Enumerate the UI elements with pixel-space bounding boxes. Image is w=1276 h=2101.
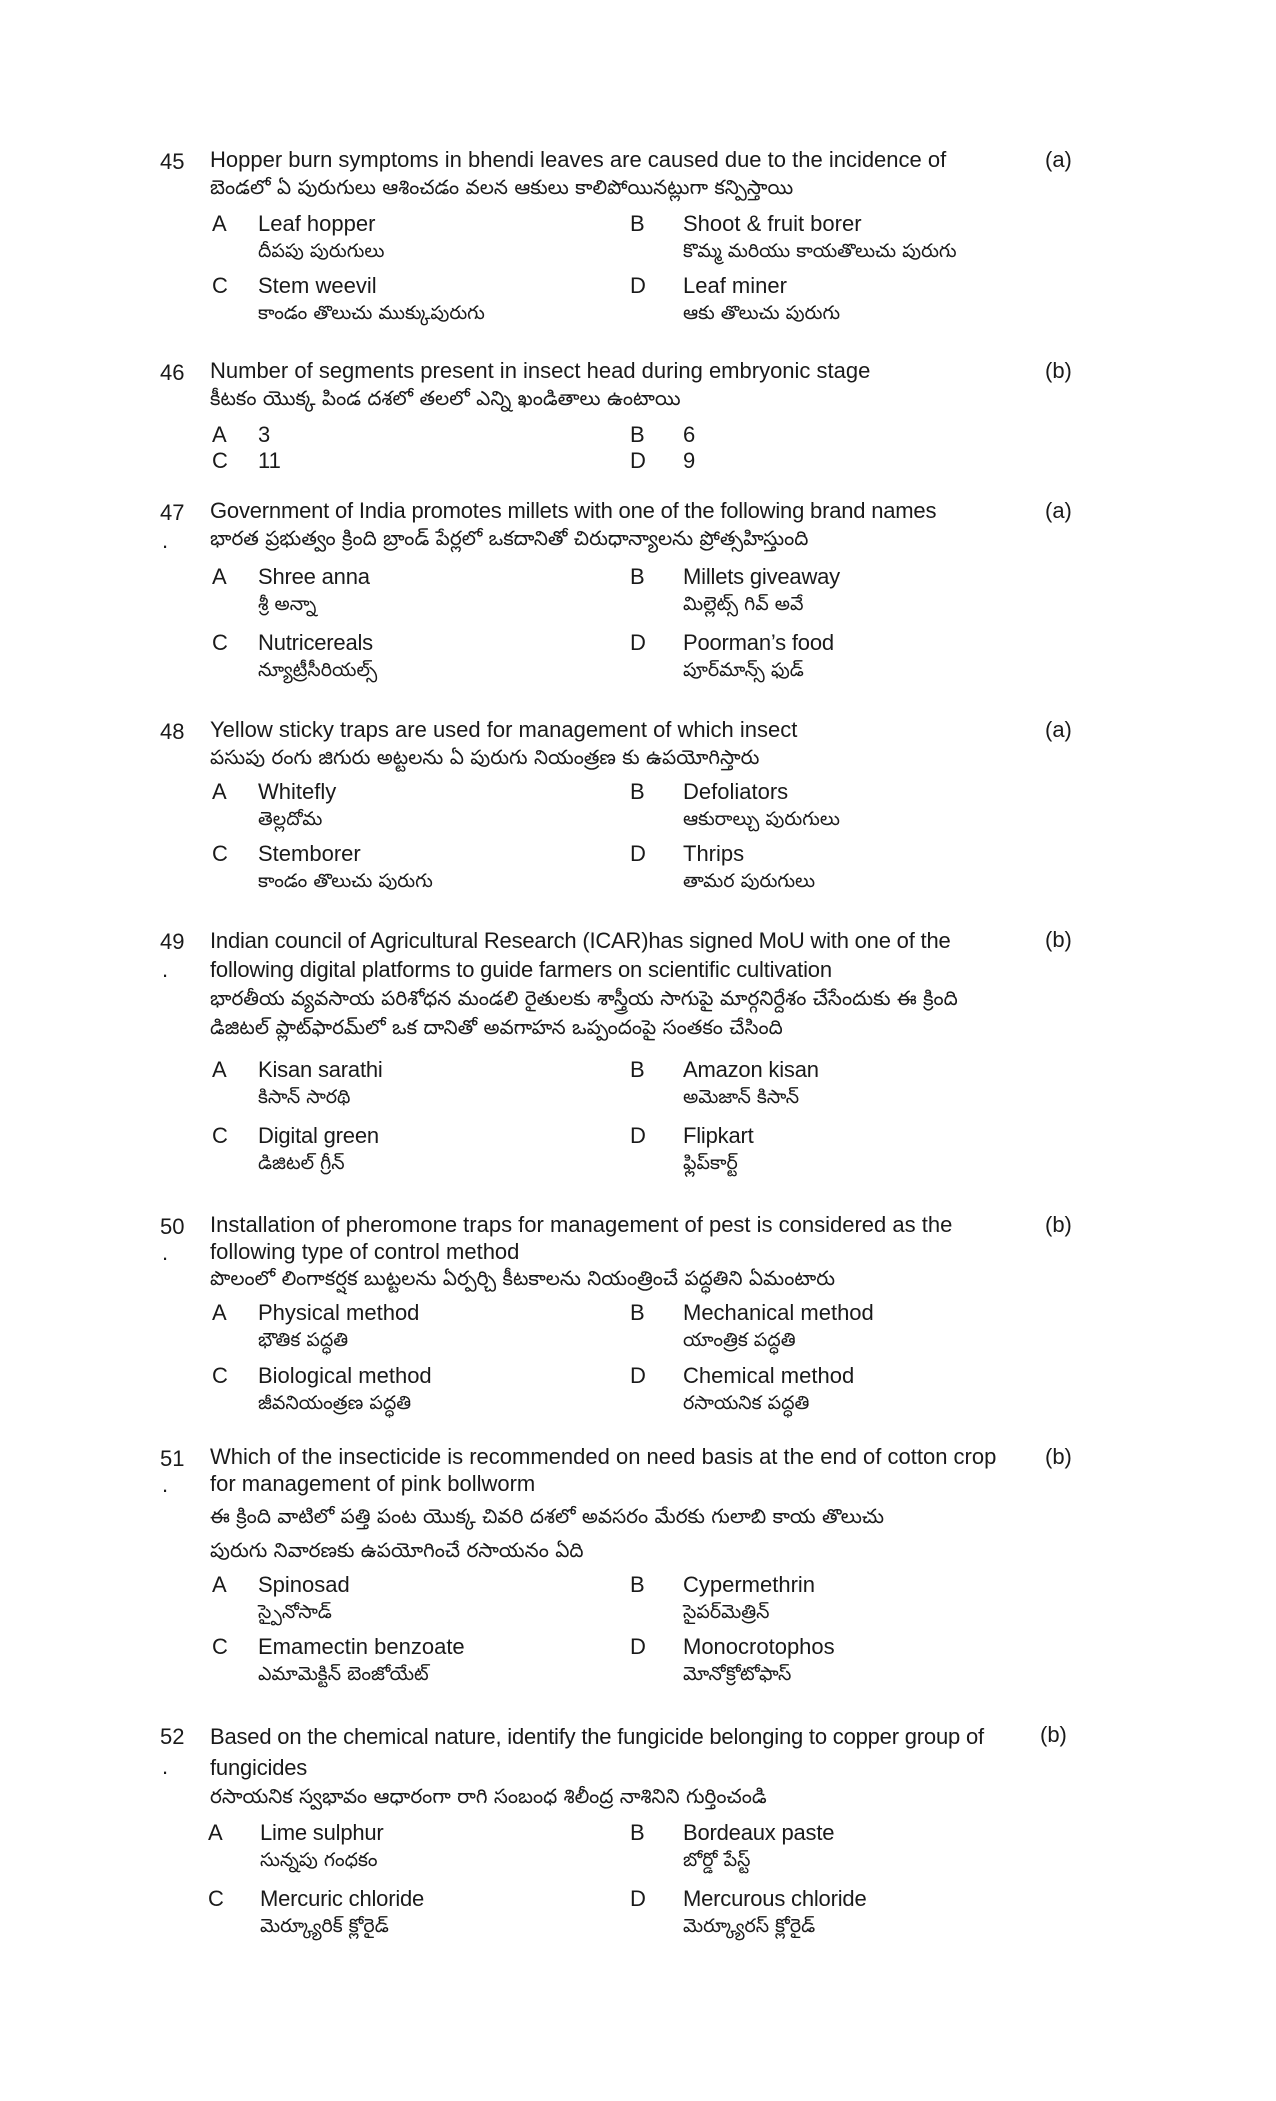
question-number: 45: [160, 149, 185, 174]
option-text-english: Stemborer: [258, 841, 361, 866]
question-text-telugu: పసుపు రంగు జిగురు అట్టలను ఏ పురుగు నియంత్రణ కు ఉపయోగిస్తారు: [210, 745, 760, 769]
option-text-telugu: ఆకు తొలుచు పురుగు: [683, 302, 841, 324]
answer-key: (a): [1045, 717, 1072, 742]
question-text-telugu: భారత ప్రభుత్వం క్రింది బ్రాండ్ పేర్లలో ఒకదానితో చిరుధాన్యాలను ప్రోత్సహిస్తుంది: [210, 526, 809, 550]
option-text-telugu: ఫ్లిప్‌కార్ట్: [683, 1152, 738, 1174]
option-letter: D: [630, 1123, 646, 1148]
question-text-english: Which of the insecticide is recommended on need basis at the end of cotton crop for management of pink bollworm: [210, 1444, 997, 1496]
option-text-telugu: మెర్క్యూరస్ క్లోరైడ్: [683, 1915, 816, 1937]
option-text-telugu: కాండం తొలుచు పురుగు: [258, 870, 433, 892]
option-text-telugu: మోనోక్రోటోఫాస్: [683, 1663, 792, 1685]
option-letter: B: [630, 1820, 645, 1845]
option-text-english: Mercurous chloride: [683, 1886, 867, 1911]
question-text-english: Indian council of Agricultural Research (ICAR)has signed MoU with one of the following digital platforms to guide farmers on scientific cultivation: [210, 928, 951, 982]
option-letter: A: [212, 1300, 227, 1325]
option-letter: C: [212, 1123, 228, 1148]
option-text-telugu: డిజిటల్ గ్రీన్: [258, 1152, 345, 1174]
answer-key: (a): [1045, 147, 1072, 172]
option-text-english: Leaf miner: [683, 273, 787, 298]
option-text-telugu: మెర్క్యూరిక్ క్లోరైడ్: [260, 1915, 389, 1937]
option-letter: B: [630, 564, 645, 589]
option-text-telugu: కొమ్మ మరియు కాయతొలుచు పురుగు: [683, 240, 957, 262]
option-text-english: 6: [683, 422, 696, 447]
option-letter: C: [212, 1634, 228, 1659]
option-text-english: Biological method: [258, 1363, 432, 1388]
option-text-telugu: ఎమామెక్టిన్ బెంజోయేట్: [258, 1663, 429, 1685]
option-text-english: Shree anna: [258, 564, 370, 589]
option-text-telugu: బోర్డో పేస్ట్: [683, 1849, 751, 1871]
option-letter: D: [630, 841, 646, 866]
option-text-telugu: మిల్లెట్స్ గివ్ అవే: [683, 593, 804, 615]
option-letter: D: [630, 630, 646, 655]
option-text-telugu: తెల్లదోమ: [258, 808, 323, 830]
option-letter: A: [208, 1820, 223, 1845]
option-text-english: Lime sulphur: [260, 1820, 384, 1845]
option-text-telugu: స్పైనోసాడ్: [258, 1601, 332, 1623]
question-text-telugu: రసాయనిక స్వభావం ఆధారంగా రాగి సంబంధ శిలీంద్ర నాశినిని గుర్తించండి: [210, 1784, 767, 1808]
option-letter: C: [212, 630, 228, 655]
option-letter: A: [212, 1572, 227, 1597]
option-letter: D: [630, 273, 646, 298]
question-number-dot: .: [162, 1240, 169, 1265]
question-number-dot: .: [162, 1754, 169, 1779]
option-text-english: 9: [683, 448, 696, 473]
option-text-english: Digital green: [258, 1123, 379, 1148]
option-text-english: Flipkart: [683, 1123, 754, 1148]
question-number: 48: [160, 719, 185, 744]
option-letter: C: [212, 448, 228, 473]
option-text-telugu: పూర్‌మాన్స్ ఫుడ్: [683, 659, 804, 681]
option-letter: A: [212, 779, 227, 804]
option-text-english: Stem weevil: [258, 273, 377, 298]
question-text-telugu: భారతీయ వ్యవసాయ పరిశోధన మండలి రైతులకు శాస్త్రీయ సాగుపై మార్గనిర్దేశం చేసేందుకు ఈ క్రింది డిజిటల్ ప్లాట్‌ఫారమ్‌లో ఒక దానితో అవగాహన ఒప్పందంపై సంతకం చేసింది: [210, 986, 958, 1039]
question-number: 50: [160, 1214, 185, 1239]
option-text-telugu: న్యూట్రీసీరియల్స్: [258, 659, 378, 681]
answer-key: (a): [1045, 498, 1072, 523]
option-text-telugu: సైపర్‌మెత్రిన్: [683, 1601, 770, 1623]
option-text-english: Amazon kisan: [683, 1057, 819, 1082]
option-text-english: Whitefly: [258, 779, 337, 804]
option-text-telugu: సున్నపు గంధకం: [260, 1849, 378, 1871]
answer-key: (b): [1045, 927, 1072, 952]
option-text-english: Nutricereals: [258, 630, 373, 655]
option-letter: C: [212, 1363, 228, 1388]
option-text-english: Spinosad: [258, 1572, 350, 1597]
option-text-telugu: శ్రీ అన్నా: [258, 593, 317, 615]
option-text-telugu: రసాయనిక పద్ధతి: [683, 1392, 810, 1414]
option-text-english: Cypermethrin: [683, 1572, 816, 1597]
option-text-english: Kisan sarathi: [258, 1057, 383, 1082]
option-letter: B: [630, 1572, 645, 1597]
question-text-telugu: కీటకం యొక్క పిండ దశలో తలలో ఎన్ని ఖండితాలు ఉంటాయి: [210, 386, 681, 410]
option-text-english: Millets giveaway: [683, 564, 840, 589]
option-text-english: Thrips: [683, 841, 745, 866]
option-letter: B: [630, 422, 645, 447]
question-text-english: Number of segments present in insect head during embryonic stage: [210, 358, 871, 383]
question-text-english: Yellow sticky traps are used for management of which insect: [210, 717, 798, 742]
option-text-english: Leaf hopper: [258, 211, 376, 236]
option-letter: C: [208, 1886, 224, 1911]
question-number: 47: [160, 500, 185, 525]
question-number: 46: [160, 360, 185, 385]
option-text-telugu: యాంత్రిక పద్ధతి: [683, 1329, 796, 1351]
question-text-telugu: పొలంలో లింగాకర్షక బుట్టలను ఏర్పర్చి కీటకాలను నియంత్రించే పద్ధతిని ఏమంటారు: [210, 1266, 836, 1290]
question-number-dot: .: [162, 1472, 169, 1497]
option-letter: C: [212, 273, 228, 298]
option-text-english: Bordeaux paste: [683, 1820, 835, 1845]
option-letter: B: [630, 1300, 645, 1325]
option-text-telugu: కాండం తొలుచు ముక్కుపురుగు: [258, 302, 485, 324]
question-text-english: Based on the chemical nature, identify the fungicide belonging to copper group of fungicides: [210, 1724, 984, 1780]
answer-key: (b): [1045, 358, 1072, 383]
answer-key: (b): [1045, 1212, 1072, 1237]
option-letter: A: [212, 211, 227, 236]
question-text-telugu: బెండలో ఏ పురుగులు ఆశించడం వలన ఆకులు కాలిపోయినట్లుగా కన్పిస్తాయి: [210, 175, 794, 199]
question-text-telugu: ఈ క్రింది వాటిలో పత్తి పంట యొక్క చివరి దశలో అవసరం మేరకు గులాబి కాయ తొలుచు పురుగు నివారణకు ఉపయోగించే రసాయనం ఏది: [210, 1504, 885, 1562]
option-letter: C: [212, 841, 228, 866]
option-letter: B: [630, 1057, 645, 1082]
option-letter: B: [630, 211, 645, 236]
question-number-dot: .: [162, 957, 169, 982]
option-text-english: 3: [258, 422, 271, 447]
option-text-english: Defoliators: [683, 779, 789, 804]
question-number: 51: [160, 1446, 185, 1471]
option-text-telugu: కిసాన్ సారథి: [258, 1086, 351, 1108]
option-letter: A: [212, 564, 227, 589]
option-text-english: Shoot & fruit borer: [683, 211, 862, 236]
option-letter: A: [212, 1057, 227, 1082]
option-text-english: Poorman’s food: [683, 630, 834, 655]
option-text-telugu: ఆకురాల్చు పురుగులు: [683, 808, 840, 830]
answer-key: (b): [1040, 1722, 1067, 1747]
option-text-telugu: తామర పురుగులు: [683, 870, 816, 892]
question-number-dot: .: [162, 528, 169, 553]
option-letter: D: [630, 1363, 646, 1388]
option-text-english: Physical method: [258, 1300, 420, 1325]
question-number: 52: [160, 1724, 185, 1749]
option-text-english: Monocrotophos: [683, 1634, 835, 1659]
option-letter: A: [212, 422, 227, 447]
question-number: 49: [160, 929, 185, 954]
option-letter: D: [630, 448, 646, 473]
option-letter: D: [630, 1886, 646, 1911]
option-letter: D: [630, 1634, 646, 1659]
question-text-english: Government of India promotes millets with one of the following brand names: [210, 498, 937, 523]
question-text-english: Hopper burn symptoms in bhendi leaves are caused due to the incidence of: [210, 147, 947, 172]
option-text-english: Mechanical method: [683, 1300, 874, 1325]
option-letter: B: [630, 779, 645, 804]
option-text-english: Chemical method: [683, 1363, 855, 1388]
option-text-english: Emamectin benzoate: [258, 1634, 465, 1659]
option-text-telugu: దీపపు పురుగులు: [258, 240, 385, 262]
option-text-english: Mercuric chloride: [260, 1886, 425, 1911]
option-text-english: 11: [258, 448, 281, 473]
answer-key: (b): [1045, 1444, 1072, 1469]
option-text-telugu: భౌతిక పద్ధతి: [258, 1329, 349, 1351]
question-text-english: Installation of pheromone traps for management of pest is considered as the following type of control method: [210, 1212, 953, 1264]
option-text-telugu: అమెజాన్ కిసాన్: [683, 1086, 800, 1108]
option-text-telugu: జీవనియంత్రణ పద్ధతి: [258, 1392, 412, 1414]
